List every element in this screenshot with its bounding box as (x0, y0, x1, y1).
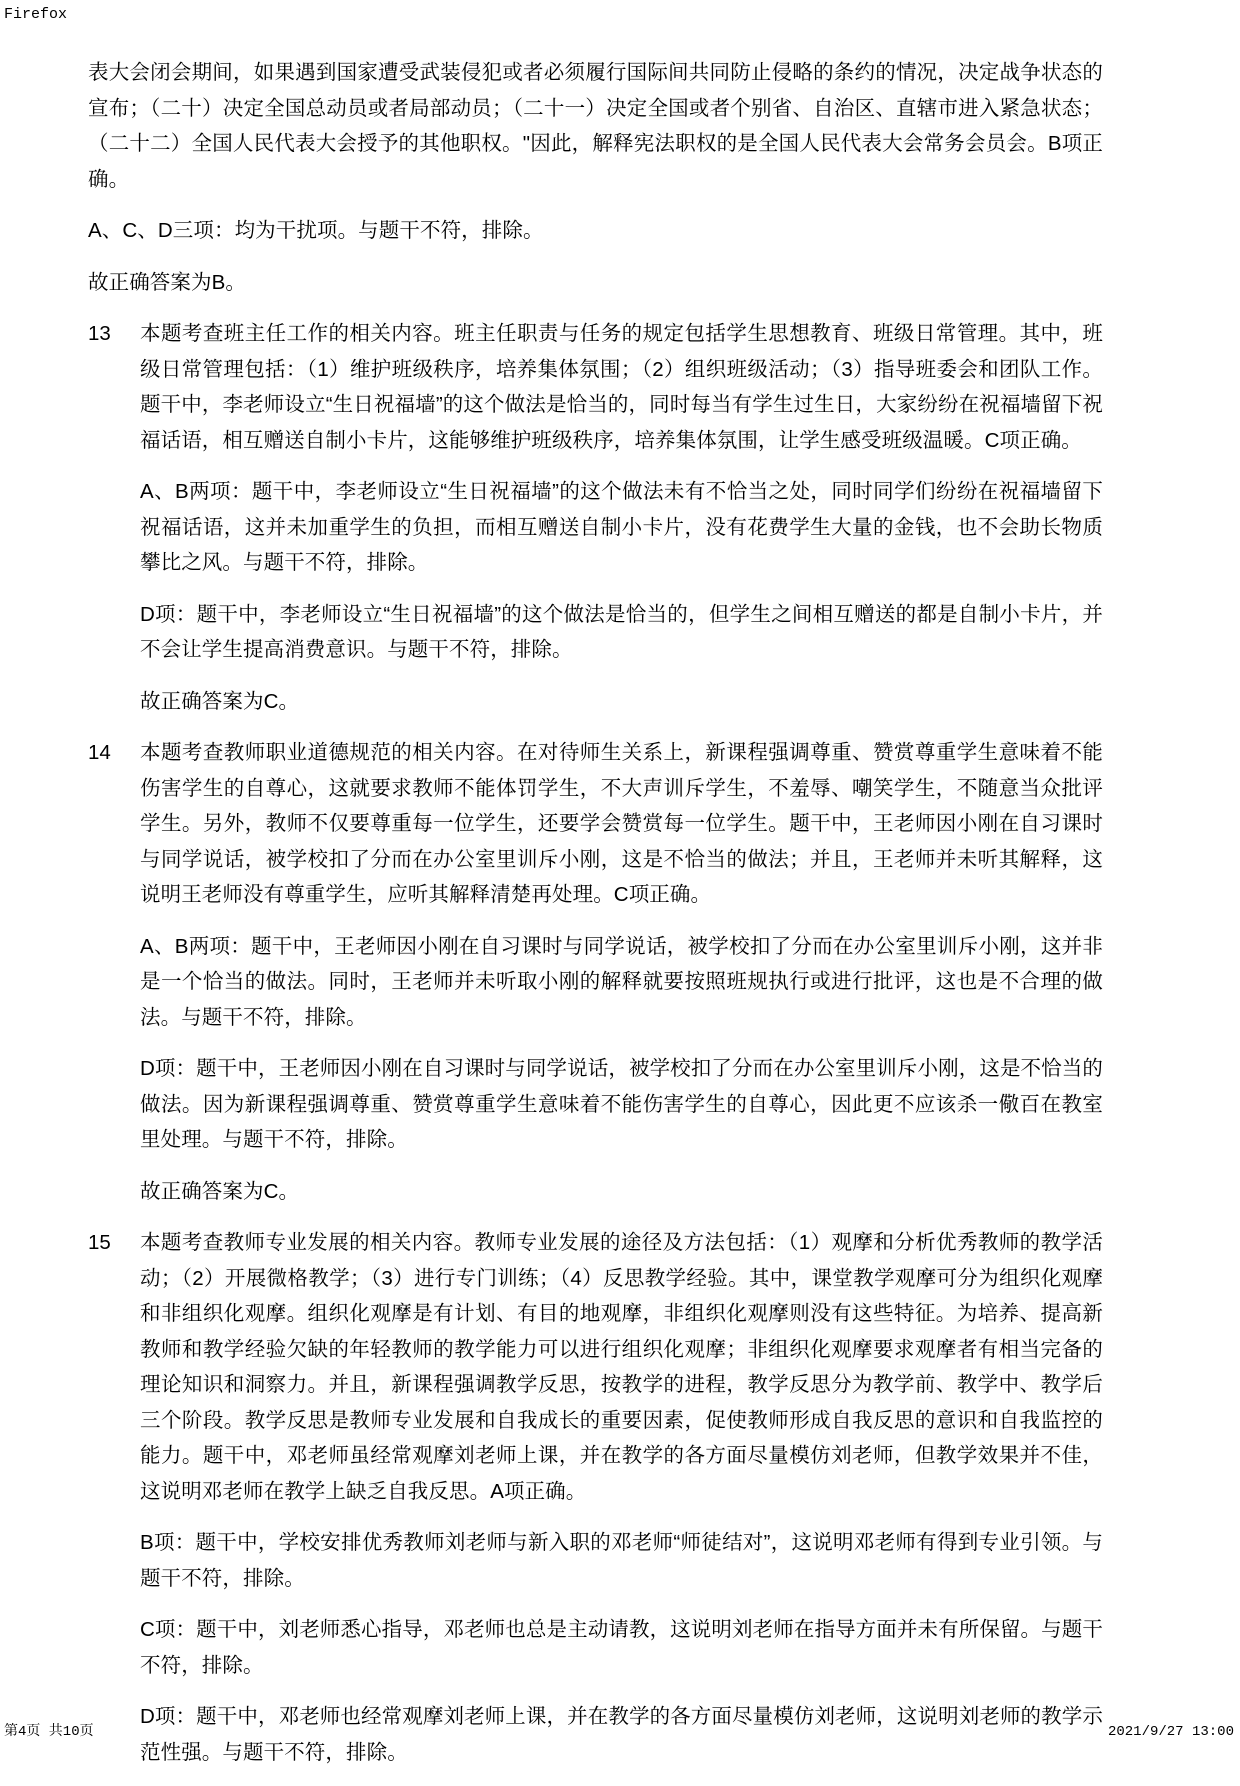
carryover-body-paragraph: 表大会闭会期间，如果遇到国家遭受武装侵犯或者必须履行国际间共同防止侵略的条约的情况，决定战争状态的宣布；（二十）决定全国总动员或者局部动员；（二十一）决定全国或者个别省、自治区、直辖市进入紧急状态；（二十二）全国人民代表大会授予的其他职权。"因此，解释宪法职权的是全国人民代表大会常务会员会。B项正确。 (88, 61, 1103, 191)
browser-name-header: Firefox (4, 6, 68, 23)
explanation-item (88, 1225, 1103, 1770)
item-body-paragraph: 本题考查教师职业道德规范的相关内容。在对待师生关系上，新课程强调尊重、赞赏尊重学生意味着不能伤害学生的自尊心，这就要求教师不能体罚学生，不大声训斥学生，不羞辱、嘲笑学生，不随意当众批评学生。另外，教师不仅要尊重每一位学生，还要学会赞赏每一位学生。题干中，王老师因小刚在自习课时与同学说话，被学校扣了分而在办公室里训斥小刚，这是不恰当的做法；并且，王老师并未听其解释，这说明王老师没有尊重学生，应听其解释清楚再处理。C项正确。 (140, 741, 1103, 906)
print-timestamp-label: 2021/9/27 13:00 (1107, 1724, 1234, 1740)
item-body-paragraph: 本题考查教师专业发展的相关内容。教师专业发展的途径及方法包括：（1）观摩和分析优秀教师的教学活动；（2）开展微格教学；（3）进行专门训练；（4）反思教学经验。其中，课堂教学观摩可分为组织化观摩和非组织化观摩。组织化观摩是有计划、有目的地观摩，非组织化观摩则没有这些特征。为培养、提高新教师和教学经验欠缺的年轻教师的教学能力可以进行组织化观摩；非组织化观摩要求观摩者有相当完备的理论知识和洞察力。并且，新课程强调教学反思，按教学的进程，教学反思分为教学前、教学中、教学后三个阶段。教学反思是教师专业发展和自我成长的重要因素，促使教师形成自我反思的意识和自我监控的能力。题干中，邓老师虽经常观摩刘老师上课，并在教学的各方面尽量模仿刘老师，但教学效果并不佳，这说明邓老师在教学上缺乏自我反思。A项正确。 (140, 1231, 1103, 1503)
item-body-paragraph: 本题考查班主任工作的相关内容。班主任职责与任务的规定包括学生思想教育、班级日常管理。其中，班级日常管理包括：（1）维护班级秩序，培养集体氛围；（2）组织班级活动；（3）指导班委会和团队工作。题干中，李老师设立“生日祝福墙”的这个做法是恰当的，同时每当有学生过生日，大家纷纷在祝福墙留下祝福话语，相互赠送自制小卡片，这能够维护班级秩序，培养集体氛围，让学生感受班级温暖。C项正确。 (140, 322, 1103, 452)
document-content (88, 55, 1103, 1786)
item-option-paragraph: A、B两项：题干中，李老师设立“生日祝福墙”的这个做法未有不恰当之处，同时同学们纷纷在祝福墙留下祝福话语，这并未加重学生的负担，而相互赠送自制小卡片，没有花费学生大量的金钱，也不会助长物质攀比之风。与题干不符，排除。 (140, 480, 1103, 574)
item-number: 13 (88, 322, 111, 345)
item-option-paragraph: D项：题干中，邓老师也经常观摩刘老师上课，并在教学的各方面尽量模仿刘老师，这说明刘老师的教学示范性强。与题干不符，排除。 (140, 1705, 1103, 1764)
explanation-item (88, 316, 1103, 719)
item-option-paragraph: A、B两项：题干中，王老师因小刚在自习课时与同学说话，被学校扣了分而在办公室里训斥小刚，这并非是一个恰当的做法。同时，王老师并未听取小刚的解释就要按照班规执行或进行批评，这也是不合理的做法。与题干不符，排除。 (140, 934, 1103, 1029)
item-number: 15 (88, 1231, 111, 1254)
item-option-paragraph: B项：题干中，学校安排优秀教师刘老师与新入职的邓老师“师徒结对”，这说明邓老师有得到专业引领。与题干不符，排除。 (140, 1531, 1103, 1590)
item-option-paragraph: C项：题干中，刘老师悉心指导，邓老师也总是主动请教，这说明刘老师在指导方面并未有所保留。与题干不符，排除。 (140, 1618, 1103, 1677)
page-number-label: 第4页 共10页 (4, 1724, 94, 1740)
item-option-paragraph: D项：题干中，李老师设立“生日祝福墙”的这个做法是恰当的，但学生之间相互赠送的都是自制小卡片，并不会让学生提高消费意识。与题干不符，排除。 (140, 602, 1103, 661)
item-answer-paragraph: 故正确答案为C。 (140, 689, 300, 713)
carryover-answer-paragraph: 故正确答案为B。 (88, 270, 246, 294)
item-number: 14 (88, 741, 111, 764)
carryover-distractors-paragraph: A、C、D三项：均为干扰项。与题干不符，排除。 (88, 219, 544, 242)
explanation-item (88, 735, 1103, 1209)
print-footer (0, 1720, 1240, 1744)
item-option-paragraph: D项：题干中，王老师因小刚在自习课时与同学说话，被学校扣了分而在办公室里训斥小刚，这是不恰当的做法。因为新课程强调尊重、赞赏尊重学生意味着不能伤害学生的自尊心，因此更不应该杀一儆百在教室里处理。与题干不符，排除。 (140, 1057, 1103, 1151)
item-answer-paragraph: 故正确答案为C。 (140, 1179, 300, 1203)
